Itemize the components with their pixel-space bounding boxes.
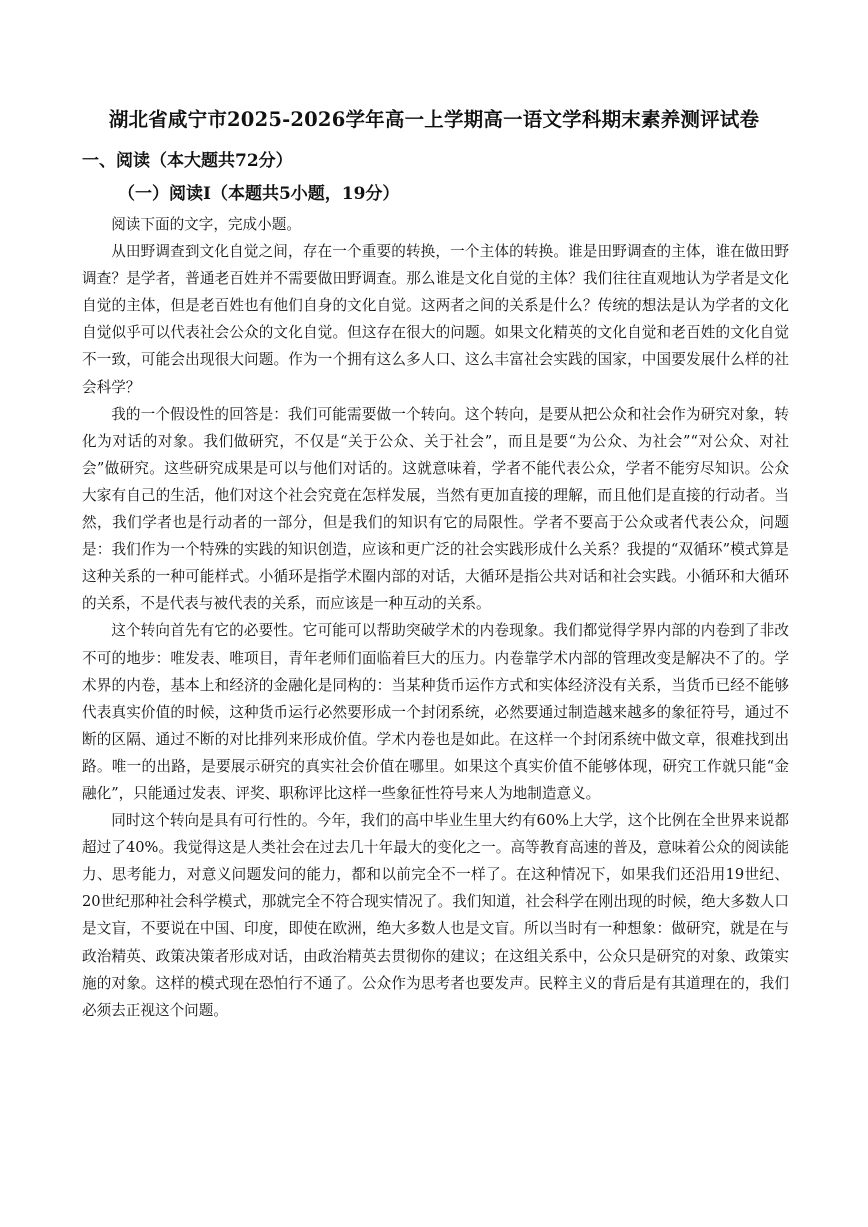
section-heading: 一、阅读（本大题共72分） bbox=[82, 151, 293, 171]
passage-paragraph-2: 我的一个假设性的回答是：我们可能需要做一个转向。这个转向，是要从把公众和社会作为研究对象，转化为对话的对象。我们做研究，不仅是“关于公众、关于社会”，而且是要“为公众、为社会”“对公众、对社会”做研究。这些研究成果是可以与他们对话的。这就意味着，学者不能代表公众，学者不能穷尽知识。公众大家有自己的生活，他们对这个社会究竟在怎样发展，当然有更加直接的理解，而且他们是直接的行动者。当然，我们学者也是行动者的一部分，但是我们的知识有它的局限性。学者不要高于公众或者代表公众，问题是：我们作为一个特殊的实践的知识创造，应该和更广泛的社会实践形成什么关系？我提的“双循环”模式算是这种关系的一种可能样式。小循环是指学术圈内部的对话，大循环是指公共对话和社会实践。小循环和大循环的关系，不是代表与被代表的关系，而应该是一种互动的关系。 bbox=[82, 405, 789, 613]
exam-title: 湖北省咸宁市2025-2026学年高一上学期高一语文学科期末素养测评试卷 bbox=[108, 108, 760, 131]
subsection-heading: （一）阅读Ⅰ（本题共5小题，19分） bbox=[118, 184, 400, 204]
passage-paragraph-4: 同时这个转向是具有可行性的。今年，我们的高中毕业生里大约有60%上大学，这个比例在全世界来说都超过了40%。我觉得这是人类社会在过去几十年最大的变化之一。高等教育高速的普及，意味着公众的阅读能力、思考能力，对意义问题发问的能力，都和以前完全不一样了。在这种情况下，如果我们还沿用19世纪、20世纪那种社会科学模式，那就完全不符合现实情况了。我们知道，社会科学在刚出现的时候，绝大多数人口是文盲，不要说在中国、印度，即使在欧洲，绝大多数人也是文盲。所以当时有一种想象：做研究，就是在与政治精英、政策决策者形成对话，由政治精英去贯彻你的建议；在这组关系中，公众只是研究的对象、政策实施的对象。这样的模式现在恐怕行不通了。公众作为思考者也要发声。民粹主义的背后是有其道理在的，我们必须去正视这个问题。 bbox=[82, 812, 789, 1019]
passage-paragraph-3: 这个转向首先有它的必要性。它可能可以帮助突破学术的内卷现象。我们都觉得学界内部的内卷到了非改不可的地步：唯发表、唯项目，青年老师们面临着巨大的压力。内卷靠学术内部的管理改变是解决不了的。学术界的内卷，基本上和经济的金融化是同构的：当某种货币运作方式和实体经济没有关系，当货币已经不能够代表真实价值的时候，这种货币运行必然要形成一个封闭系统，必然要通过制造越来越多的象征符号，通过不断的区隔、通过不断的对比排列来形成价值。学术内卷也是如此。在这样一个封闭系统中做文章，很难找到出路。唯一的出路，是要展示研究的真实社会价值在哪里。如果这个真实价值不能够体现，研究工作就只能“金融化”，只能通过发表、评奖、职称评比这样一些象征性符号来人为地制造意义。 bbox=[82, 622, 789, 802]
passage-paragraph-1: 从田野调查到文化自觉之间，存在一个重要的转换，一个主体的转换。谁是田野调查的主体，谁在做田野调查？是学者，普通老百姓并不需要做田野调查。那么谁是文化自觉的主体？我们往往直观地认为学者是文化自觉的主体，但是老百姓也有他们自身的文化自觉。这两者之间的关系是什么？传统的想法是认为学者的文化自觉似乎可以代表社会公众的文化自觉。但这存在很大的问题。如果文化精英的文化自觉和老百姓的文化自觉不一致，可能会出现很大问题。作为一个拥有这么多人口、这么丰富社会实践的国家，中国要发展什么样的社会科学？ bbox=[82, 243, 789, 396]
reading-passage bbox=[82, 211, 789, 1024]
instruction-text: 阅读下面的文字，完成小题。 bbox=[111, 216, 301, 233]
